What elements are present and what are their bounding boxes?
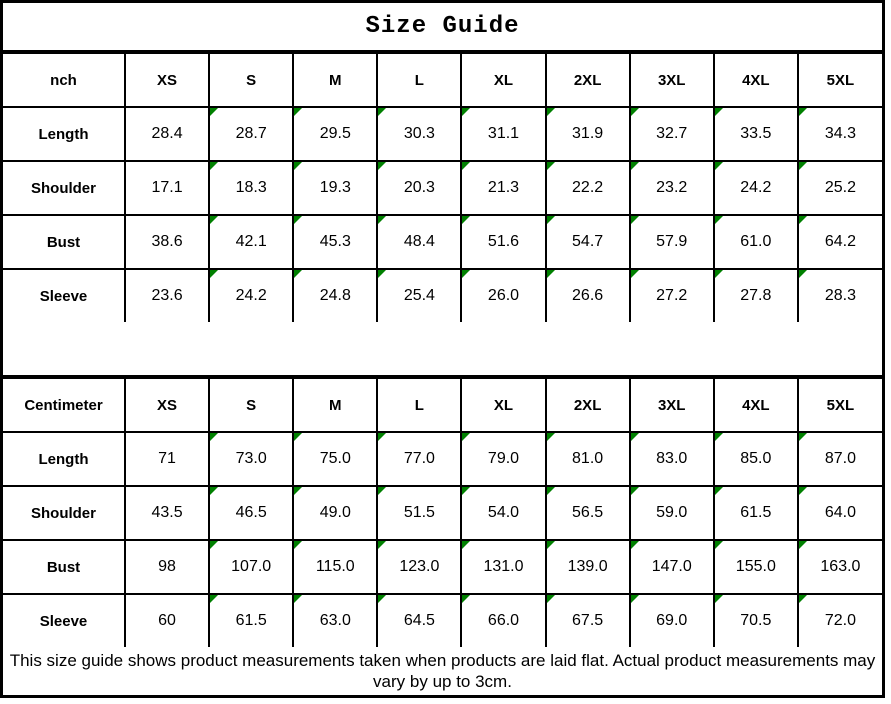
measurement-value-cell: 81.0	[546, 432, 630, 486]
measurement-value-cell: 21.3	[461, 161, 545, 215]
green-corner-flag-icon	[799, 487, 807, 495]
measurement-value-cell: 139.0	[546, 540, 630, 594]
green-corner-flag-icon	[799, 108, 807, 116]
measurement-value-cell: 61.5	[714, 486, 798, 540]
green-corner-flag-icon	[715, 487, 723, 495]
green-corner-flag-icon	[462, 433, 470, 441]
measurement-value-cell: 61.0	[714, 215, 798, 269]
measurement-value-cell: 98	[125, 540, 209, 594]
green-corner-flag-icon	[294, 162, 302, 170]
measurement-value-cell: 163.0	[798, 540, 882, 594]
green-corner-flag-icon	[378, 595, 386, 603]
size-header-cell: S	[209, 378, 293, 432]
measurement-label-cell: Length	[3, 432, 125, 486]
green-corner-flag-icon	[378, 433, 386, 441]
size-header-cell: M	[293, 378, 377, 432]
size-header-cell: 2XL	[546, 378, 630, 432]
measurement-value-cell: 107.0	[209, 540, 293, 594]
measurement-value-cell: 23.2	[630, 161, 714, 215]
green-corner-flag-icon	[462, 162, 470, 170]
green-corner-flag-icon	[210, 541, 218, 549]
green-corner-flag-icon	[378, 162, 386, 170]
measurement-value-cell: 27.2	[630, 269, 714, 322]
green-corner-flag-icon	[462, 216, 470, 224]
green-corner-flag-icon	[715, 433, 723, 441]
green-corner-flag-icon	[715, 595, 723, 603]
measurement-value-cell: 54.0	[461, 486, 545, 540]
green-corner-flag-icon	[294, 541, 302, 549]
green-corner-flag-icon	[210, 487, 218, 495]
green-corner-flag-icon	[631, 270, 639, 278]
measurement-value-cell: 48.4	[377, 215, 461, 269]
measurement-value-cell: 19.3	[293, 161, 377, 215]
measurement-value-cell: 26.6	[546, 269, 630, 322]
measurement-label-cell: Shoulder	[3, 161, 125, 215]
measurement-value-cell: 79.0	[461, 432, 545, 486]
measurement-value-cell: 64.5	[377, 594, 461, 647]
size-header-cell: 5XL	[798, 378, 882, 432]
measurement-value-cell: 131.0	[461, 540, 545, 594]
green-corner-flag-icon	[462, 595, 470, 603]
measurement-value-cell: 28.4	[125, 107, 209, 161]
green-corner-flag-icon	[210, 162, 218, 170]
table-row	[3, 486, 882, 540]
measurement-value-cell: 72.0	[798, 594, 882, 647]
table-row	[3, 215, 882, 269]
table-row	[3, 432, 882, 486]
measurement-label-cell: Bust	[3, 215, 125, 269]
green-corner-flag-icon	[547, 487, 555, 495]
size-header-cell: M	[293, 53, 377, 107]
green-corner-flag-icon	[547, 216, 555, 224]
size-header-row	[3, 53, 882, 107]
green-corner-flag-icon	[631, 595, 639, 603]
measurement-value-cell: 43.5	[125, 486, 209, 540]
measurement-value-cell: 45.3	[293, 215, 377, 269]
green-corner-flag-icon	[799, 216, 807, 224]
measurement-value-cell: 155.0	[714, 540, 798, 594]
green-corner-flag-icon	[210, 595, 218, 603]
green-corner-flag-icon	[462, 108, 470, 116]
size-header-cell: XL	[461, 53, 545, 107]
measurement-value-cell: 34.3	[798, 107, 882, 161]
measurement-value-cell: 61.5	[209, 594, 293, 647]
measurement-value-cell: 56.5	[546, 486, 630, 540]
measurement-value-cell: 42.1	[209, 215, 293, 269]
green-corner-flag-icon	[378, 216, 386, 224]
measurement-label-cell: Shoulder	[3, 486, 125, 540]
green-corner-flag-icon	[715, 108, 723, 116]
measurement-value-cell: 64.0	[798, 486, 882, 540]
green-corner-flag-icon	[715, 162, 723, 170]
green-corner-flag-icon	[715, 541, 723, 549]
measurement-value-cell: 83.0	[630, 432, 714, 486]
green-corner-flag-icon	[294, 487, 302, 495]
table-row	[3, 269, 882, 322]
green-corner-flag-icon	[210, 108, 218, 116]
green-corner-flag-icon	[631, 487, 639, 495]
measurement-label-cell: Sleeve	[3, 594, 125, 647]
size-header-cell: 4XL	[714, 378, 798, 432]
size-header-cell: L	[377, 53, 461, 107]
measurement-value-cell: 25.4	[377, 269, 461, 322]
measurement-value-cell: 63.0	[293, 594, 377, 647]
page-title: Size Guide	[3, 3, 882, 52]
green-corner-flag-icon	[547, 595, 555, 603]
green-corner-flag-icon	[547, 433, 555, 441]
size-header-cell: 4XL	[714, 53, 798, 107]
measurement-value-cell: 38.6	[125, 215, 209, 269]
green-corner-flag-icon	[294, 216, 302, 224]
measurement-value-cell: 66.0	[461, 594, 545, 647]
spacer-row	[3, 320, 882, 377]
green-corner-flag-icon	[799, 595, 807, 603]
table-row	[3, 161, 882, 215]
measurement-value-cell: 28.7	[209, 107, 293, 161]
size-header-cell: XS	[125, 53, 209, 107]
green-corner-flag-icon	[631, 541, 639, 549]
green-corner-flag-icon	[799, 270, 807, 278]
measurement-value-cell: 31.1	[461, 107, 545, 161]
green-corner-flag-icon	[547, 162, 555, 170]
size-header-cell: XL	[461, 378, 545, 432]
measurement-value-cell: 20.3	[377, 161, 461, 215]
green-corner-flag-icon	[378, 270, 386, 278]
green-corner-flag-icon	[210, 216, 218, 224]
measurement-value-cell: 28.3	[798, 269, 882, 322]
green-corner-flag-icon	[294, 433, 302, 441]
table-row	[3, 540, 882, 594]
green-corner-flag-icon	[631, 162, 639, 170]
measurement-value-cell: 24.2	[209, 269, 293, 322]
unit-label-cell: Centimeter	[3, 378, 125, 432]
measurement-value-cell: 30.3	[377, 107, 461, 161]
measurement-value-cell: 54.7	[546, 215, 630, 269]
green-corner-flag-icon	[799, 541, 807, 549]
green-corner-flag-icon	[210, 270, 218, 278]
table-row	[3, 594, 882, 647]
measurement-label-cell: Sleeve	[3, 269, 125, 322]
measurement-value-cell: 31.9	[546, 107, 630, 161]
measurement-value-cell: 33.5	[714, 107, 798, 161]
measurement-value-cell: 32.7	[630, 107, 714, 161]
measurement-value-cell: 29.5	[293, 107, 377, 161]
measurement-value-cell: 123.0	[377, 540, 461, 594]
size-header-cell: 3XL	[630, 378, 714, 432]
green-corner-flag-icon	[631, 108, 639, 116]
disclaimer-text: This size guide shows product measurements taken when products are laid flat. Actual product measurements may vary by up to 3cm.	[9, 650, 876, 691]
measurement-value-cell: 73.0	[209, 432, 293, 486]
measurement-value-cell: 27.8	[714, 269, 798, 322]
measurement-value-cell: 26.0	[461, 269, 545, 322]
green-corner-flag-icon	[631, 433, 639, 441]
measurement-value-cell: 18.3	[209, 161, 293, 215]
measurement-label-cell: Bust	[3, 540, 125, 594]
size-header-cell: 2XL	[546, 53, 630, 107]
size-table-cm	[3, 377, 882, 647]
size-header-cell: L	[377, 378, 461, 432]
green-corner-flag-icon	[294, 270, 302, 278]
measurement-value-cell: 51.6	[461, 215, 545, 269]
green-corner-flag-icon	[715, 270, 723, 278]
size-header-cell: XS	[125, 378, 209, 432]
green-corner-flag-icon	[294, 595, 302, 603]
green-corner-flag-icon	[210, 433, 218, 441]
measurement-value-cell: 64.2	[798, 215, 882, 269]
green-corner-flag-icon	[378, 108, 386, 116]
green-corner-flag-icon	[462, 270, 470, 278]
size-header-cell: 5XL	[798, 53, 882, 107]
size-header-cell: 3XL	[630, 53, 714, 107]
measurement-value-cell: 51.5	[377, 486, 461, 540]
measurement-value-cell: 23.6	[125, 269, 209, 322]
measurement-value-cell: 147.0	[630, 540, 714, 594]
measurement-value-cell: 69.0	[630, 594, 714, 647]
size-table-inch	[3, 52, 882, 322]
green-corner-flag-icon	[799, 162, 807, 170]
green-corner-flag-icon	[378, 487, 386, 495]
green-corner-flag-icon	[547, 270, 555, 278]
measurement-value-cell: 115.0	[293, 540, 377, 594]
green-corner-flag-icon	[462, 541, 470, 549]
measurement-value-cell: 77.0	[377, 432, 461, 486]
green-corner-flag-icon	[547, 108, 555, 116]
measurement-value-cell: 57.9	[630, 215, 714, 269]
measurement-value-cell: 24.8	[293, 269, 377, 322]
green-corner-flag-icon	[631, 216, 639, 224]
green-corner-flag-icon	[547, 541, 555, 549]
measurement-value-cell: 22.2	[546, 161, 630, 215]
measurement-value-cell: 60	[125, 594, 209, 647]
measurement-value-cell: 70.5	[714, 594, 798, 647]
green-corner-flag-icon	[715, 216, 723, 224]
green-corner-flag-icon	[378, 541, 386, 549]
unit-label-cell: nch	[3, 53, 125, 107]
measurement-label-cell: Length	[3, 107, 125, 161]
measurement-value-cell: 46.5	[209, 486, 293, 540]
measurement-value-cell: 49.0	[293, 486, 377, 540]
measurement-value-cell: 24.2	[714, 161, 798, 215]
measurement-value-cell: 67.5	[546, 594, 630, 647]
size-header-cell: S	[209, 53, 293, 107]
measurement-value-cell: 25.2	[798, 161, 882, 215]
green-corner-flag-icon	[799, 433, 807, 441]
measurement-value-cell: 59.0	[630, 486, 714, 540]
green-corner-flag-icon	[294, 108, 302, 116]
measurement-value-cell: 85.0	[714, 432, 798, 486]
measurement-value-cell: 75.0	[293, 432, 377, 486]
measurement-value-cell: 17.1	[125, 161, 209, 215]
green-corner-flag-icon	[462, 487, 470, 495]
size-header-row	[3, 378, 882, 432]
measurement-value-cell: 71	[125, 432, 209, 486]
table-row	[3, 107, 882, 161]
measurement-value-cell: 87.0	[798, 432, 882, 486]
